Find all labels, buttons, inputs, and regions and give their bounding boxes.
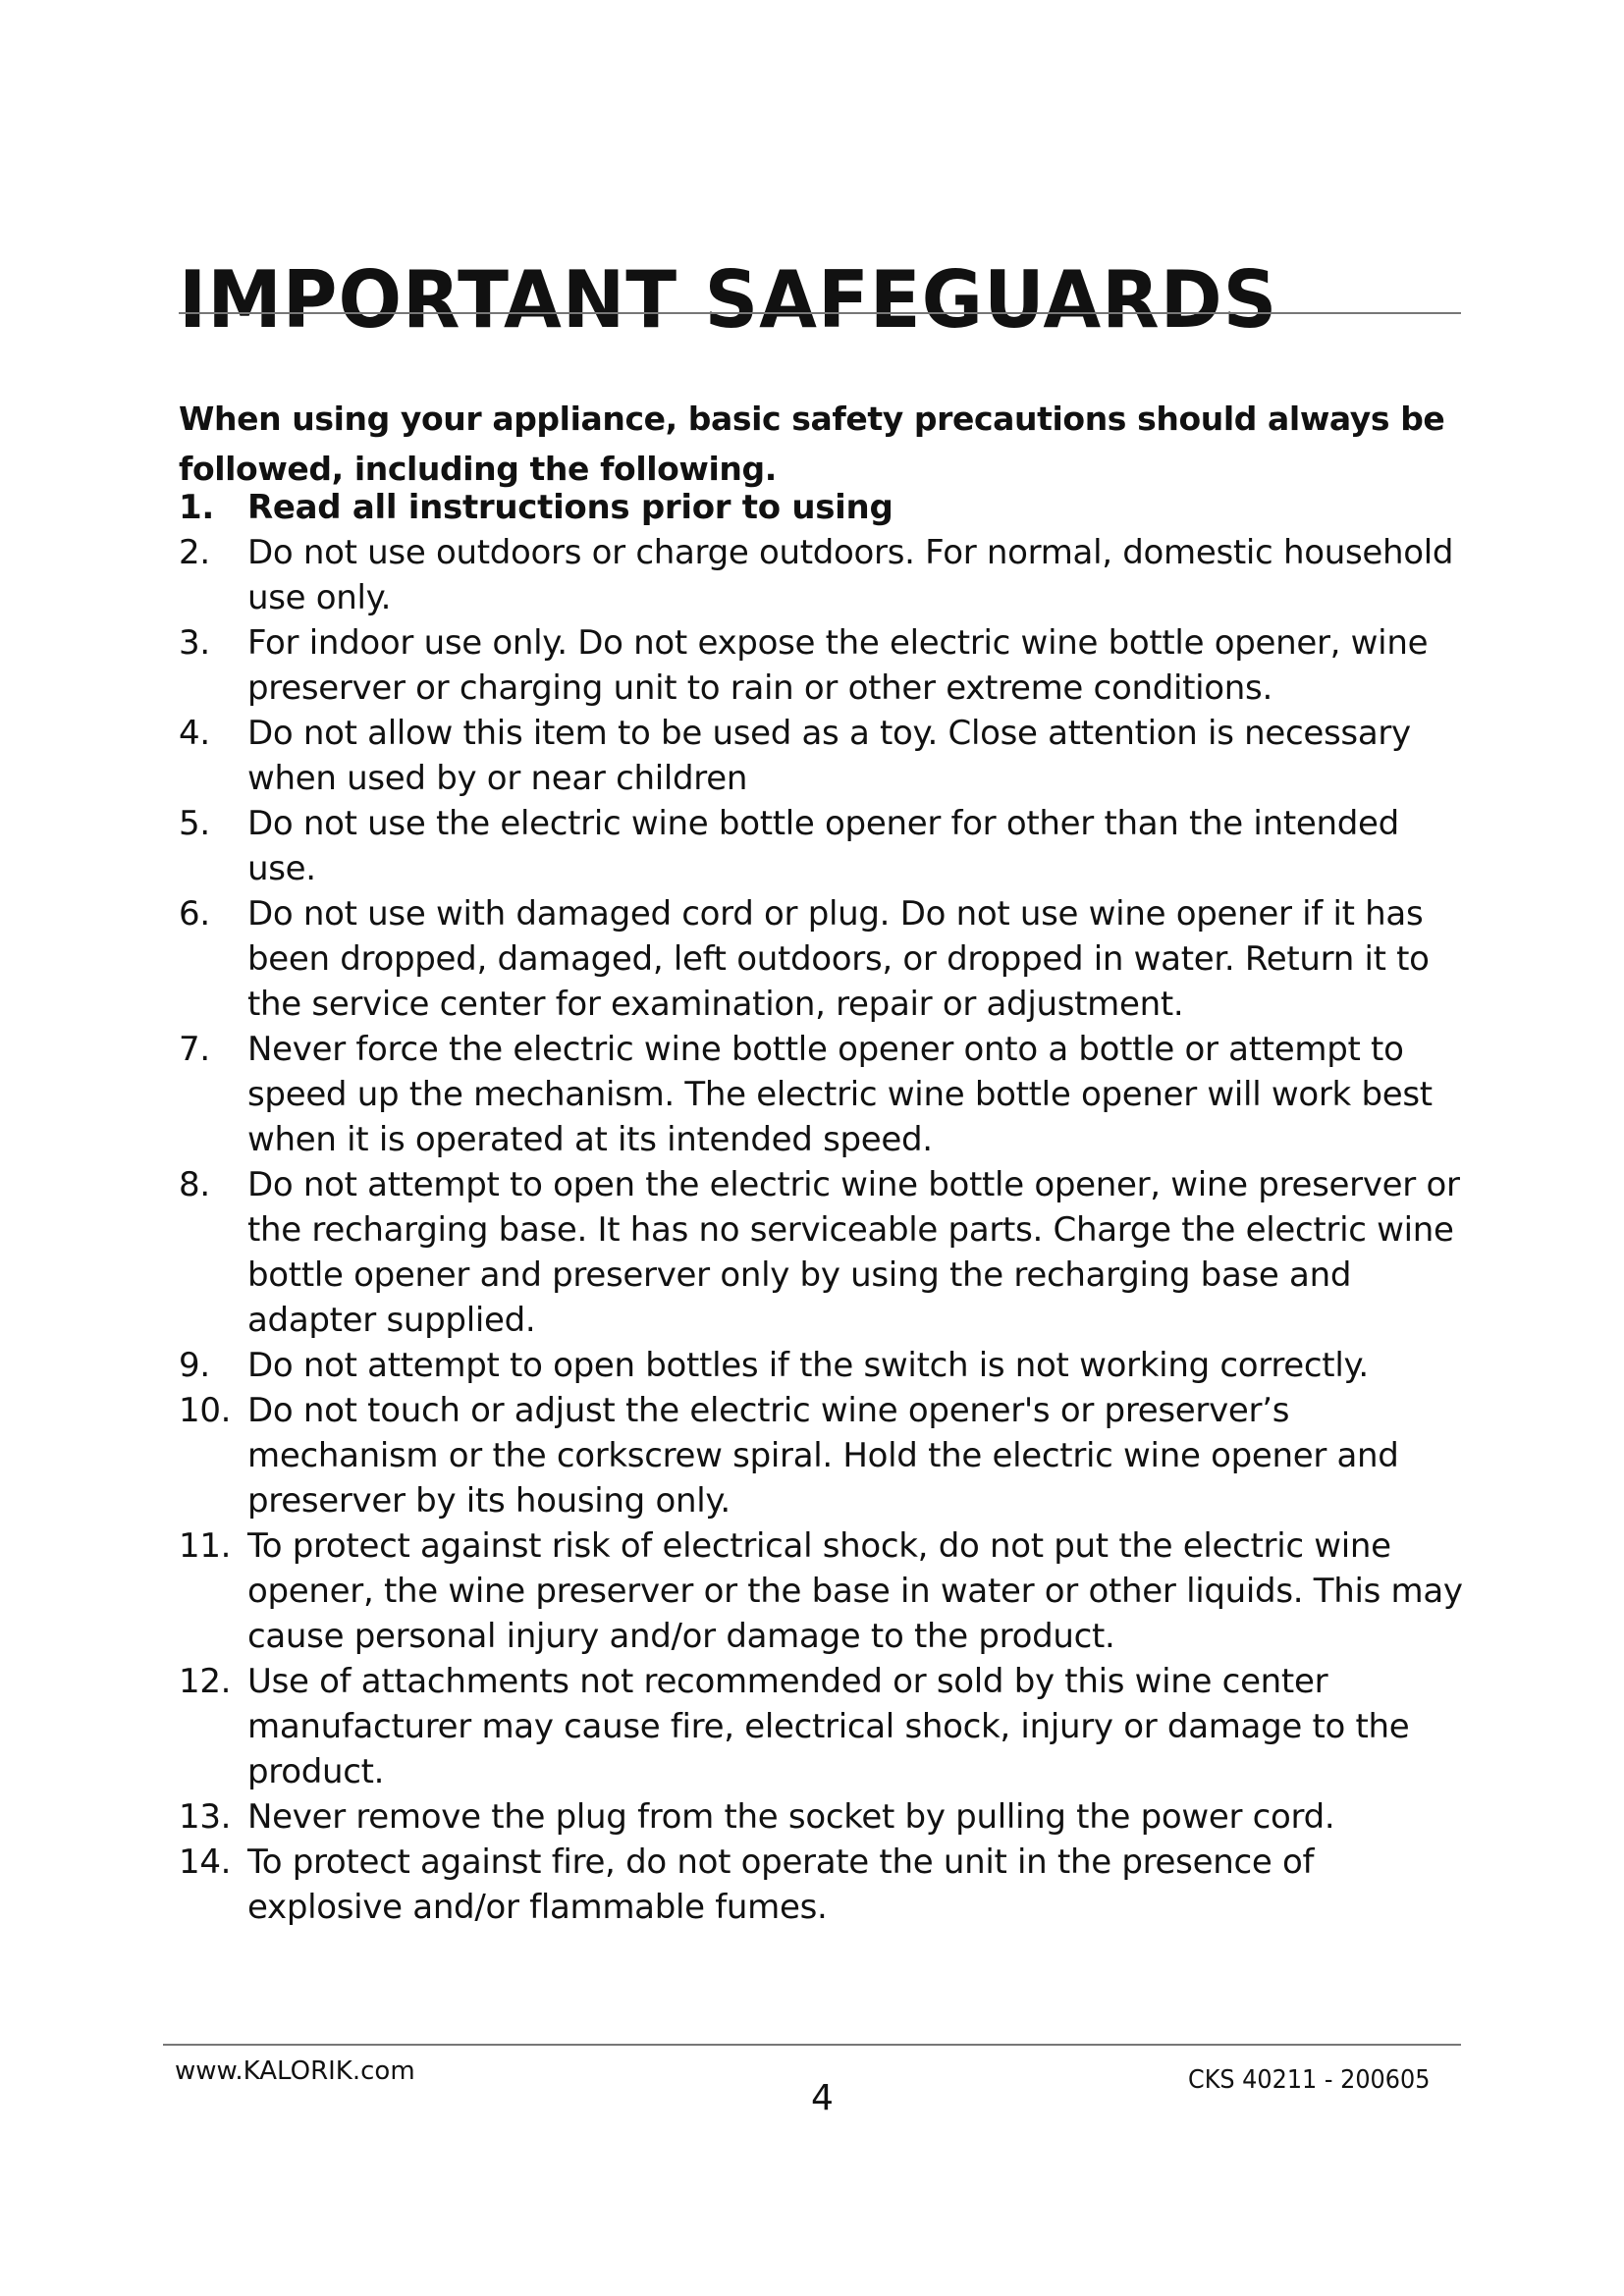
safeguard-text: Never remove the plug from the socket by pulling the power cord. [247,1797,1335,1837]
safeguard-item-10 [179,1388,1475,1523]
title-divider [179,312,1461,314]
safeguard-text: Do not allow this item to be used as a toy. Close attention is necessary when used by or near children [247,714,1411,798]
page-title: IMPORTANT SAFEGUARDS [179,253,1278,346]
safeguard-item-2 [179,530,1475,620]
safeguard-item-6 [179,891,1475,1027]
safeguard-number: 3. [179,623,210,663]
safeguard-number: 6. [179,894,210,934]
safeguard-number: 14. [179,1842,232,1882]
safeguard-number: 12. [179,1662,232,1701]
safeguard-item-14 [179,1840,1475,1930]
safeguard-text: Do not use with damaged cord or plug. Do not use wine opener if it has been dropped, damaged, left outdoors, or dropped in water. Return it to the service center for examination, repair or adjustment. [247,894,1430,1024]
safeguard-text: Do not attempt to open bottles if the switch is not working correctly. [247,1346,1369,1385]
safeguards-list [179,485,1475,1930]
footer-page-number: 4 [811,2078,834,2118]
safeguard-item-5 [179,801,1475,891]
footer-website: www.KALORIK.com [175,2056,415,2086]
safeguard-text: Do not use outdoors or charge outdoors. For normal, domestic household use only. [247,533,1454,617]
safeguard-number: 7. [179,1030,210,1069]
safeguard-number: 11. [179,1526,232,1566]
safeguard-item-11 [179,1523,1475,1659]
safeguard-text: Use of attachments not recommended or sold by this wine center manufacturer may cause fire, electrical shock, injury or damage to the product. [247,1662,1410,1791]
safeguard-number: 2. [179,533,210,572]
safeguard-item-9 [179,1343,1475,1388]
safeguard-text: Do not use the electric wine bottle opener for other than the intended use. [247,804,1399,888]
safeguard-item-8 [179,1162,1475,1343]
safeguard-text: Do not attempt to open the electric wine bottle opener, wine preserver or the recharging base. It has no serviceable parts. Charge the electric wine bottle opener and preserver only by using the recharging base and adapter supplied. [247,1165,1460,1340]
safeguard-number: 9. [179,1346,210,1385]
safeguard-item-1 [179,485,1475,530]
safeguard-item-13 [179,1794,1475,1840]
safeguard-text: Never force the electric wine bottle opener onto a bottle or attempt to speed up the mechanism. The electric wine bottle opener will work best when it is operated at its intended speed. [247,1030,1433,1159]
footer-divider [163,2044,1461,2046]
safeguard-item-4 [179,711,1475,801]
safeguard-number: 4. [179,714,210,753]
safeguard-number: 1. [179,488,214,527]
safety-intro: When using your appliance, basic safety precautions should always be followed, including the following. [179,400,1445,488]
safeguard-item-7 [179,1027,1475,1162]
safeguard-item-12 [179,1659,1475,1794]
safeguard-text: To protect against fire, do not operate the unit in the presence of explosive and/or flammable fumes. [247,1842,1315,1927]
safeguard-text: Read all instructions prior to using [247,488,893,527]
footer-model-code: CKS 40211 - 200605 [1188,2065,1431,2095]
safeguard-text: To protect against risk of electrical shock, do not put the electric wine opener, the wine preserver or the base in water or other liquids. This may cause personal injury and/or damage to the product. [247,1526,1463,1656]
safeguard-text: For indoor use only. Do not expose the electric wine bottle opener, wine preserver or charging unit to rain or other extreme conditions. [247,623,1429,708]
safeguard-item-3 [179,620,1475,711]
safeguard-number: 5. [179,804,210,843]
safeguard-number: 13. [179,1797,232,1837]
safeguard-number: 10. [179,1391,232,1430]
safeguard-text: Do not touch or adjust the electric wine opener's or preserver’s mechanism or the corkscrew spiral. Hold the electric wine opener and preserver by its housing only. [247,1391,1399,1521]
safeguard-number: 8. [179,1165,210,1204]
